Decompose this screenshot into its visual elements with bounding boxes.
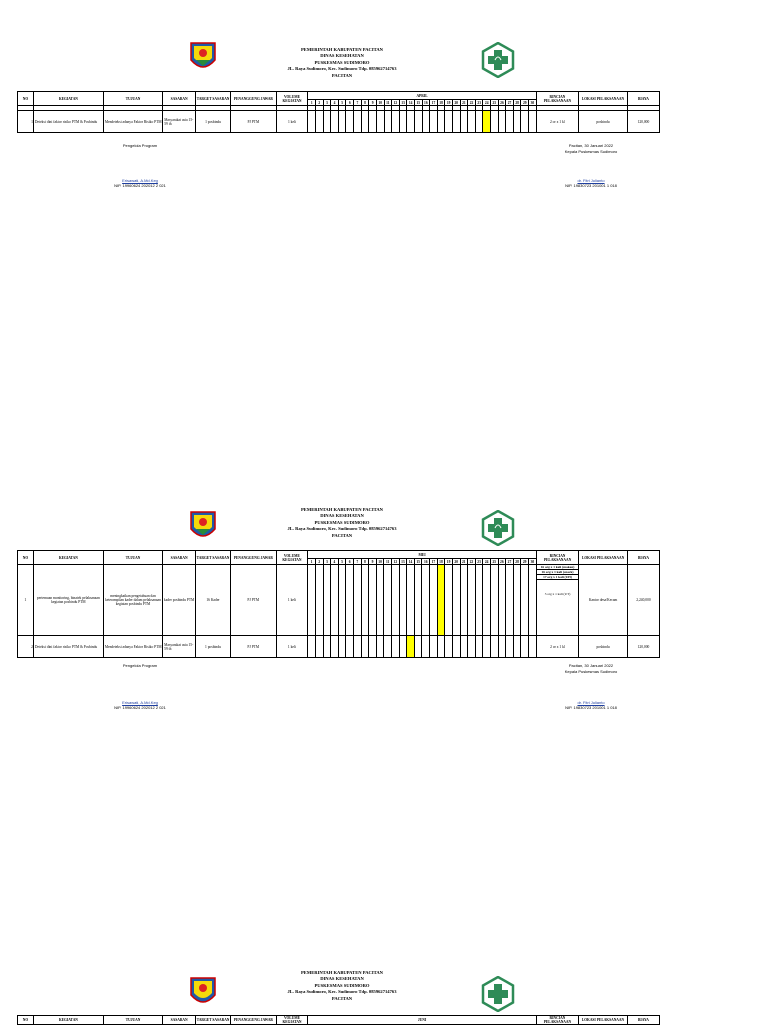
day-cell: [331, 636, 339, 658]
day-cell: [506, 636, 514, 658]
col-lokasi: LOKASI PELAKSANAAN: [579, 551, 628, 565]
letterhead-line-2: DINAS KESEHATAN: [320, 513, 364, 519]
month-label: JUNI: [308, 1016, 536, 1025]
day-number: 30: [529, 100, 537, 106]
left-signature-name: Erisawati, A.Md.Keg: [122, 178, 158, 183]
day-cell: [361, 636, 369, 658]
day-cell: [452, 636, 460, 658]
cell-target: 16 Kader: [196, 565, 231, 636]
day-number: 30: [528, 559, 536, 565]
day-number: 17: [430, 100, 438, 106]
col-pj: PENANGGUNG JAWAB: [231, 1016, 277, 1025]
day-cell: [521, 636, 529, 658]
day-number: 18: [437, 559, 445, 565]
day-cell: [468, 565, 476, 636]
day-cell: [315, 565, 323, 636]
day-cell: [460, 636, 468, 658]
day-cell: [316, 111, 324, 133]
day-cell: [346, 636, 354, 658]
day-cell: [376, 636, 384, 658]
day-cell: [414, 565, 422, 636]
cell-biaya: 120,000: [627, 636, 659, 658]
day-number: 21: [460, 559, 468, 565]
day-cell: [430, 565, 438, 636]
rincian-line: 16 org x 1 kali (makan): [537, 565, 578, 570]
col-tujuan: TUJUAN: [103, 92, 162, 106]
day-cell: [430, 111, 438, 133]
day-cell: [491, 111, 499, 133]
day-number: 19: [445, 100, 453, 106]
cell-biaya: 120,000: [627, 111, 659, 133]
day-cell: [414, 111, 422, 133]
day-cell: [460, 565, 468, 636]
day-number: 8: [361, 100, 369, 106]
cell-volume: 1 keli: [276, 636, 308, 658]
cell-sasaran: Masyarakat usia 15-59 th: [163, 636, 196, 658]
day-number: 6: [346, 100, 354, 106]
left-signature-nip: NIP. 19960624 202012 2 021: [114, 705, 166, 710]
day-cell: [475, 565, 483, 636]
day-number: 22: [468, 100, 476, 106]
day-number: 25: [490, 559, 498, 565]
day-cell: [498, 565, 506, 636]
day-cell: [361, 111, 369, 133]
left-signature-name: Erisawati, A.Md.Keg: [122, 700, 158, 705]
day-cell: [308, 636, 316, 658]
day-number: 17: [430, 559, 438, 565]
day-cell: [338, 565, 346, 636]
day-cell: [384, 565, 392, 636]
day-cell: [392, 565, 400, 636]
day-cell: [369, 565, 377, 636]
day-number: 28: [513, 559, 521, 565]
day-cell: [384, 111, 392, 133]
table-row: [18, 565, 660, 636]
day-cell: [346, 111, 354, 133]
cell-no: 1: [18, 565, 34, 636]
day-cell: [490, 636, 498, 658]
day-cell: [445, 111, 453, 133]
day-number: 9: [369, 100, 377, 106]
letterhead-line-3: PUSKESMAS SUDIMORO: [314, 519, 370, 525]
day-cell: [506, 565, 514, 636]
day-number: 14: [407, 559, 415, 565]
col-kegiatan: KEGIATAN: [33, 1016, 103, 1025]
col-lokasi: LOKASI PELAKSANAAN: [579, 1016, 628, 1025]
day-cell: [460, 111, 468, 133]
day-number: 6: [346, 559, 354, 565]
rincian-line: 3 org x 1 kali (UT): [544, 592, 571, 596]
left-signature-title: Pengelola Program: [122, 663, 158, 668]
day-number: 15: [414, 559, 422, 565]
day-number: 28: [513, 100, 521, 106]
day-cell: [529, 111, 537, 133]
day-cell: [315, 636, 323, 658]
day-cell: [513, 111, 521, 133]
letterhead-line-1: PEMERINTAH KABUPATEN PACITAN: [300, 970, 383, 975]
day-number: 16: [422, 100, 430, 106]
day-cell: [513, 565, 521, 636]
cell-sasaran: kader posbindu PTM: [163, 565, 196, 636]
day-cell: [338, 111, 346, 133]
right-signature-nip: NIP. 19830723 201001 1 018: [565, 705, 617, 710]
col-no: NO: [18, 551, 34, 565]
day-cell-scheduled: [437, 565, 445, 636]
day-number: 4: [331, 559, 339, 565]
day-number: 16: [422, 559, 430, 565]
day-cell: [468, 111, 476, 133]
col-biaya: BIAYA: [627, 92, 659, 106]
day-cell: [399, 636, 407, 658]
col-tujuan: TUJUAN: [103, 551, 162, 565]
right-signature-title: Kepala Puskesmas Sudimoro: [564, 669, 618, 674]
cell-pj: PJ PTM: [231, 111, 277, 133]
schedule-table: [17, 550, 660, 658]
day-cell: [323, 565, 331, 636]
day-cell: [513, 636, 521, 658]
letterhead-line-1: PEMERINTAH KABUPATEN PACITAN: [300, 507, 383, 512]
day-cell: [369, 636, 377, 658]
letterhead-line-2: DINAS KESEHATAN: [320, 976, 364, 982]
cell-sasaran: Masyarakat usia 15-59 th: [163, 111, 196, 133]
day-cell: [437, 636, 445, 658]
rincian-line: 17 org x 1 kali (UH): [537, 575, 578, 580]
cell-no: 1: [18, 111, 34, 133]
cell-volume: 1 keli: [276, 565, 308, 636]
day-cell: [407, 565, 415, 636]
letterhead: [230, 970, 454, 1002]
day-number: 15: [414, 100, 422, 106]
day-cell: [490, 565, 498, 636]
left-signature-nip: NIP. 19960624 202012 2 021: [114, 183, 166, 188]
day-number: 5: [338, 100, 346, 106]
col-sasaran: SASARAN: [163, 1016, 196, 1025]
day-cell: [506, 111, 514, 133]
day-number: 19: [445, 559, 453, 565]
cell-kegiatan: Deteksi dini faktor risiko PTM & Posbindu: [33, 111, 103, 133]
day-cell: [308, 111, 316, 133]
right-signature-nip: NIP. 19830723 201001 1 018: [565, 183, 617, 188]
day-cell: [422, 636, 430, 658]
cell-tujuan: meningkatkan pengetahuan dan keterampilan kader dalam pelaksanaan kegiatan posbindu PTM: [103, 565, 162, 636]
col-pj: PENANGGUNG JAWAB: [230, 551, 276, 565]
col-biaya: BIAYA: [627, 551, 659, 565]
col-rincian: RINCIAN PELAKSANAAN: [536, 551, 578, 565]
day-cell: [521, 111, 529, 133]
day-number: 11: [384, 559, 392, 565]
day-number: 11: [384, 100, 392, 106]
pacitan-regency-emblem-icon: [188, 40, 218, 74]
day-cell: [353, 636, 361, 658]
cell-lokasi: Kantor desa/Kecam: [579, 565, 628, 636]
letterhead-line-4: JL. Raya Sudimoro, Kec. Sudimoro Tdp. 085962714763: [287, 526, 397, 532]
day-cell: [392, 111, 400, 133]
day-cell: [354, 111, 362, 133]
letterhead: [230, 47, 454, 79]
day-number: 26: [498, 559, 506, 565]
day-cell: [475, 636, 483, 658]
day-cell-scheduled: [407, 636, 415, 658]
day-cell: [392, 636, 400, 658]
day-number: 22: [468, 559, 476, 565]
letterhead-line-4: JL. Raya Sudimoro, Kec. Sudimoro Tdp. 085962714763: [287, 989, 397, 995]
day-number: 24: [483, 100, 491, 106]
day-cell: [445, 565, 453, 636]
day-cell: [468, 636, 476, 658]
day-cell: [376, 565, 384, 636]
day-number: 13: [399, 100, 407, 106]
day-number: 13: [399, 559, 407, 565]
day-number: 24: [483, 559, 491, 565]
col-sasaran: SASARAN: [163, 551, 196, 565]
day-number: 9: [369, 559, 377, 565]
cell-no: 2: [18, 636, 34, 658]
col-rincian: RINCIAN PELAKSANAAN: [536, 1016, 578, 1025]
day-cell: [483, 636, 491, 658]
letterhead: [230, 507, 454, 539]
schedule-table: [17, 91, 660, 133]
day-number: 1: [308, 100, 316, 106]
day-cell: [475, 111, 483, 133]
col-kegiatan: KEGIATAN: [33, 551, 103, 565]
right-signature-date: Pacitan, 30 Januari 2022: [568, 663, 614, 668]
day-number: 8: [361, 559, 369, 565]
day-cell: [308, 565, 316, 636]
day-number: 18: [437, 100, 445, 106]
month-label: APRIL: [308, 92, 536, 100]
cell-pj: PJ PTM: [230, 636, 276, 658]
day-number: 29: [521, 559, 529, 565]
day-number: 2: [316, 100, 324, 106]
col-kegiatan: KEGIATAN: [33, 92, 103, 106]
rincian-line: 16 org x 1 kali (snack): [537, 570, 578, 575]
letterhead-line-5: PACITAN: [331, 532, 353, 538]
pacitan-regency-emblem-icon: [188, 509, 218, 543]
day-number: 7: [353, 559, 361, 565]
day-cell: [483, 565, 491, 636]
letterhead-line-5: PACITAN: [331, 995, 353, 1001]
cell-tujuan: Mendeteksi adanya Faktor Risiko PTM: [103, 636, 162, 658]
col-target: TARGET SASARAN: [196, 92, 231, 106]
cell-kegiatan: pertemuan monitoring, binatek pelaksanaan kegiatan posbindu PTM: [33, 565, 103, 636]
day-number: 3: [323, 559, 331, 565]
table-row: [18, 111, 660, 133]
day-cell: [422, 565, 430, 636]
day-number: 4: [331, 100, 339, 106]
day-number: 26: [498, 100, 506, 106]
month-label: MEI: [308, 551, 537, 559]
day-number: 25: [491, 100, 499, 106]
col-no: NO: [18, 1016, 34, 1025]
day-cell: [353, 565, 361, 636]
right-signature-title: Kepala Puskesmas Sudimoro: [564, 149, 618, 154]
day-cell: [521, 565, 529, 636]
col-target: TARGET SASARAN: [196, 1016, 231, 1025]
day-number: 27: [506, 100, 514, 106]
day-cell: [338, 636, 346, 658]
day-cell: [361, 565, 369, 636]
day-number: 29: [521, 100, 529, 106]
letterhead-line-3: PUSKESMAS SUDIMORO: [314, 59, 370, 65]
day-number: 10: [376, 100, 384, 106]
right-signature-name: dr. Fitri Julianto: [577, 178, 605, 183]
puskesmas-cross-icon: [480, 510, 516, 546]
day-cell: [331, 565, 339, 636]
day-cell: [384, 636, 392, 658]
day-cell: [346, 565, 354, 636]
col-volume: VOLUME KEGIATAN: [276, 92, 308, 106]
day-number: 10: [376, 559, 384, 565]
day-cell: [445, 636, 453, 658]
right-signature-date: Pacitan, 30 Januari 2022: [568, 143, 614, 148]
table-row: [18, 636, 660, 658]
cell-rincian: 2 or x 1 kl: [536, 111, 578, 133]
cell-kegiatan: Deteksi dini faktor risiko PTM & Posbindu: [33, 636, 103, 658]
letterhead-line-4: JL. Raya Sudimoro, Kec. Sudimoro Tdp. 085962714763: [287, 66, 397, 72]
day-number: 7: [354, 100, 362, 106]
letterhead-line-5: PACITAN: [331, 72, 353, 78]
day-cell: [498, 111, 506, 133]
day-number: 20: [452, 559, 460, 565]
day-cell: [376, 111, 384, 133]
left-signature-title: Pengelola Program: [122, 143, 158, 148]
col-rincian: RINCIAN PELAKSANAAN: [536, 92, 578, 106]
cell-target: 1 posbindu: [196, 111, 231, 133]
day-number: 14: [407, 100, 415, 106]
cell-biaya: 2,240,000: [627, 565, 659, 636]
day-cell: [430, 636, 438, 658]
day-number: 21: [460, 100, 468, 106]
cell-rincian: 2 or x 1 kl: [536, 636, 578, 658]
col-target: TARGET SASARAN: [196, 551, 231, 565]
day-cell-scheduled: [483, 111, 491, 133]
day-cell: [323, 636, 331, 658]
day-number: 1: [308, 559, 316, 565]
day-cell: [369, 111, 377, 133]
day-cell: [414, 636, 422, 658]
day-cell: [399, 565, 407, 636]
day-cell: [528, 565, 536, 636]
col-lokasi: LOKASI PELAKSANAAN: [579, 92, 628, 106]
day-number: 20: [452, 100, 460, 106]
letterhead-line-2: DINAS KESEHATAN: [320, 53, 364, 59]
col-sasaran: SASARAN: [163, 92, 196, 106]
right-signature-name: dr. Fitri Julianto: [577, 700, 605, 705]
day-number: 27: [506, 559, 514, 565]
day-cell: [498, 636, 506, 658]
day-number: 23: [475, 100, 483, 106]
puskesmas-cross-icon: [480, 976, 516, 1012]
col-no: NO: [18, 92, 34, 106]
day-number: 12: [392, 100, 400, 106]
cell-rincian: [536, 565, 578, 636]
puskesmas-cross-icon: [480, 42, 516, 78]
pacitan-regency-emblem-icon: [188, 975, 218, 1009]
col-volume: VOLUME KEGIATAN: [276, 1016, 308, 1025]
cell-tujuan: Mendeteksi adanya Faktor Risiko PTM: [103, 111, 162, 133]
day-number: 5: [338, 559, 346, 565]
day-number: 2: [315, 559, 323, 565]
col-pj: PENANGGUNG JAWAB: [231, 92, 277, 106]
letterhead-line-3: PUSKESMAS SUDIMORO: [314, 982, 370, 988]
cell-volume: 1 keli: [276, 111, 308, 133]
day-cell: [331, 111, 339, 133]
day-number: 23: [475, 559, 483, 565]
cell-pj: PJ PTM: [230, 565, 276, 636]
day-cell: [528, 636, 536, 658]
cell-lokasi: posbindu: [579, 636, 628, 658]
day-cell: [452, 111, 460, 133]
col-biaya: BIAYA: [627, 1016, 659, 1025]
cell-lokasi: posbindu: [579, 111, 628, 133]
day-cell: [407, 111, 415, 133]
day-number: 3: [323, 100, 331, 106]
cell-target: 1 posbindu: [196, 636, 231, 658]
day-cell: [399, 111, 407, 133]
day-cell: [452, 565, 460, 636]
day-number: 12: [392, 559, 400, 565]
day-cell: [323, 111, 331, 133]
day-cell: [422, 111, 430, 133]
day-cell: [437, 111, 445, 133]
col-volume: VOLUME KEGIATAN: [276, 551, 308, 565]
letterhead-line-1: PEMERINTAH KABUPATEN PACITAN: [300, 47, 383, 52]
col-tujuan: TUJUAN: [103, 1016, 162, 1025]
